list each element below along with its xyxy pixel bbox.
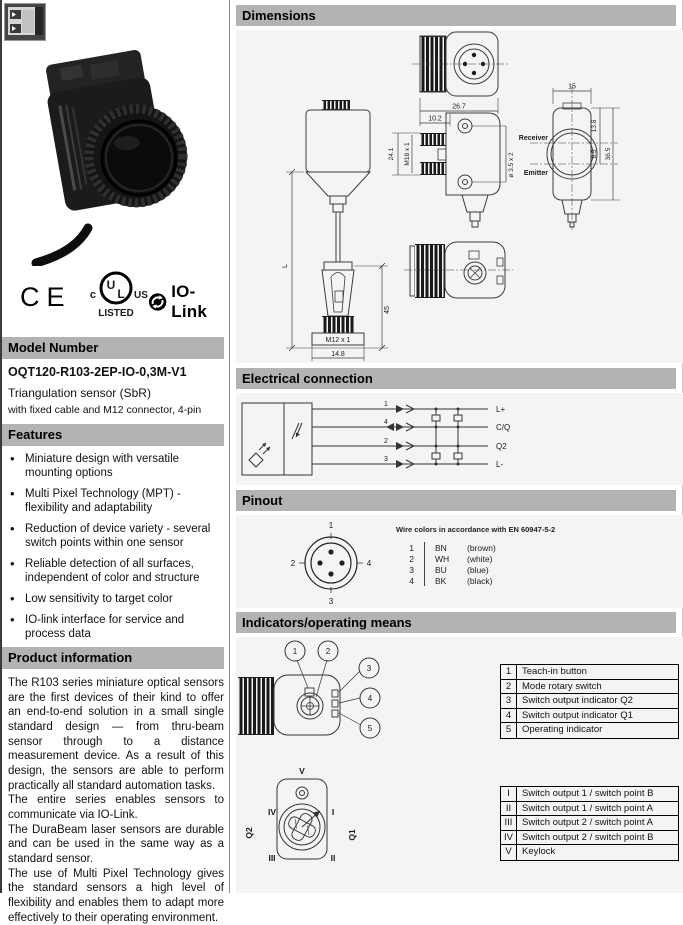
- dial-position-iv: IV: [267, 807, 277, 817]
- row-number: III: [501, 816, 517, 830]
- row-label: Mode rotary switch: [522, 680, 602, 692]
- signal-label: Q2: [496, 442, 507, 451]
- wire-pin: 1: [409, 542, 414, 553]
- row-label: Keylock: [522, 846, 556, 857]
- indicators-drawing: [236, 637, 496, 893]
- dim-depth: 26.7: [452, 103, 466, 111]
- wire-code: BU: [435, 564, 447, 575]
- feature-item: • Low sensitivity to target color: [8, 592, 222, 606]
- table-rule: [424, 564, 425, 575]
- product-info-paragraph: The R103 series miniature optical sensors are the first devices of their kind to offer an end-to-end solution in a small single standard design — from thru-beam sensor through to a distance measurement device. As a result of this design, the sensors are able to perform practically all standard automation tasks.: [8, 677, 224, 792]
- left-column: [2, 0, 229, 924]
- dial-position-v: V: [299, 766, 305, 776]
- model-variant: with fixed cable and M12 connector, 4-pin: [8, 404, 202, 416]
- wire-row: [402, 564, 496, 575]
- dial-position-iii: III: [268, 853, 276, 863]
- callout-2: 2: [325, 647, 331, 656]
- column-divider: [229, 0, 230, 893]
- table-rule: [424, 553, 425, 564]
- electrical-connection-panel: [236, 393, 683, 485]
- electrical-circuit-diagram: [236, 393, 683, 485]
- row-number: IV: [501, 831, 517, 845]
- ul-u: U: [106, 278, 116, 292]
- switch-positions-table: [500, 786, 679, 861]
- dim-cable-length: L: [282, 264, 289, 268]
- row-number: 4: [501, 709, 517, 723]
- row-label: Switch output 1 / switch point B: [522, 788, 654, 799]
- row-label: Switch output indicator Q1: [522, 709, 633, 721]
- ul-l: L: [117, 287, 125, 301]
- dimensions-header: Dimensions: [236, 5, 676, 26]
- callout-4: 4: [367, 694, 373, 703]
- row-label: Teach-in button: [522, 666, 587, 677]
- row-number: 5: [501, 723, 517, 738]
- pinout-header: Pinout: [236, 490, 676, 511]
- wire-pin: 4: [409, 575, 414, 586]
- indicators-header: Indicators/operating means: [236, 612, 676, 633]
- dim-receiver-offset: 13.6: [591, 119, 598, 133]
- table-row: [501, 723, 678, 738]
- table-rule: [424, 542, 425, 553]
- callout-5: 5: [367, 724, 373, 733]
- sensor-symbol: [249, 453, 263, 467]
- pinout-panel: [236, 515, 683, 608]
- signal-label: L+: [496, 405, 506, 414]
- pin-number: 2: [384, 438, 388, 445]
- row-label: Switch output 2 / switch point A: [522, 817, 653, 828]
- row-number: V: [501, 845, 517, 860]
- pin-number: 4: [384, 419, 388, 426]
- wire-row: [402, 553, 496, 564]
- wire-code: BK: [435, 575, 447, 586]
- wire-code: BN: [435, 542, 447, 553]
- callout-3: 3: [366, 664, 372, 673]
- connector-face-diagram: [236, 515, 386, 608]
- ul-listed: LISTED: [98, 308, 134, 319]
- dim-connector-thread: M12 x 1: [325, 337, 351, 344]
- rear-view-callout-drawing: [238, 641, 380, 738]
- product-photo: [8, 36, 222, 266]
- table-row: [501, 802, 678, 817]
- ul-us: US: [134, 290, 148, 301]
- drawing-top-view: [412, 32, 508, 126]
- pin-position-right: 4: [366, 559, 372, 568]
- model-type: Triangulation sensor (SbR): [8, 386, 151, 400]
- row-number: I: [501, 787, 517, 801]
- dim-height: 36.5: [605, 147, 612, 161]
- signal-label: L-: [496, 460, 504, 469]
- electrical-connection-header: Electrical connection: [236, 368, 676, 389]
- table-row: [501, 816, 678, 831]
- row-number: 1: [501, 665, 517, 679]
- dim-width: 15: [568, 83, 576, 91]
- row-number: II: [501, 802, 517, 816]
- wire-pin: 2: [409, 553, 414, 564]
- lens: [106, 125, 172, 191]
- pin-position-top: 1: [328, 521, 334, 530]
- pin-number: 1: [384, 401, 388, 408]
- wire-pin: 3: [409, 564, 414, 575]
- rotary-switch-drawing: [244, 766, 357, 863]
- product-info-paragraph: The entire series enables sensors to communicate via IO-Link.: [8, 794, 224, 821]
- wire-color: (white): [467, 553, 493, 564]
- wire-color: (black): [467, 575, 493, 586]
- callout-1: 1: [292, 647, 298, 656]
- dimension-drawing: [236, 30, 683, 363]
- drawing-cable-connector: [282, 100, 391, 361]
- row-number: 2: [501, 680, 517, 694]
- product-info-paragraph: The use of Multi Pixel Technology gives the standard sensors a high level of flexibility and enables them to adapt more effectively to their operating environment.: [8, 867, 224, 924]
- table-row: [501, 680, 678, 695]
- signal-label: C/Q: [496, 423, 511, 432]
- wire-color: (blue): [467, 564, 489, 575]
- dial-label-q1: Q1: [347, 829, 357, 841]
- dial-position-i: I: [331, 807, 335, 817]
- drawing-front-view: [519, 84, 620, 231]
- right-column: [236, 0, 683, 893]
- feature-item: • IO-link interface for service and process data: [8, 613, 222, 641]
- io-link-icon: [148, 292, 167, 312]
- ul-c: c: [89, 289, 96, 301]
- dim-connector-length: 45: [384, 306, 391, 314]
- dimensions-panel: [236, 30, 683, 363]
- feature-item: • Multi Pixel Technology (MPT) - flexibility and adaptability: [8, 487, 222, 515]
- product-information-text: [8, 676, 224, 925]
- table-row: [501, 694, 678, 709]
- pin-number: 3: [384, 456, 388, 463]
- product-information-header: Product information: [2, 647, 224, 669]
- wire-color-table: [402, 542, 496, 586]
- dim-optic-gap: 8.5: [591, 149, 598, 159]
- drawing-rear-view: [404, 242, 513, 298]
- dial-label-q2: Q2: [244, 827, 254, 839]
- dim-mounting-holes: ø 3.5 x 2: [508, 152, 515, 178]
- wire-colors-note: Wire colors in accordance with EN 60947-5-2: [396, 525, 556, 534]
- dial-position-ii: II: [330, 853, 336, 863]
- indicators-table: [500, 664, 679, 739]
- product-info-paragraph: The DuraBeam laser sensors are durable and can be used in the same way as a standard sensor.: [8, 823, 224, 865]
- label-receiver: Receiver: [518, 135, 548, 142]
- model-number-header: Model Number: [2, 337, 224, 359]
- label-emitter: Emitter: [523, 170, 548, 177]
- row-label: Switch output indicator Q2: [522, 695, 633, 706]
- features-header: Features: [2, 424, 224, 446]
- table-row: [501, 831, 678, 846]
- wire-row: [402, 575, 496, 586]
- table-row: [501, 665, 678, 680]
- feature-item: • Miniature design with versatile mounting options: [8, 452, 222, 480]
- wire-row: [402, 542, 496, 553]
- pin-position-bottom: 3: [328, 597, 334, 606]
- table-rule: [424, 575, 425, 586]
- feature-item: • Reliable detection of all surfaces, independent of color and structure: [8, 557, 222, 585]
- feature-item: • Reduction of device variety - several switch points within one sensor: [8, 522, 222, 550]
- row-label: Switch output 2 / switch point B: [522, 831, 654, 843]
- indicators-panel: [236, 637, 683, 893]
- dim-connector-width: 14.8: [331, 351, 345, 358]
- table-row: [501, 845, 678, 860]
- model-number: OQT120-R103-2EP-IO-0,3M-V1: [8, 365, 187, 379]
- cable: [36, 228, 88, 263]
- row-label: Operating indicator: [522, 724, 603, 735]
- drawing-side-view-studs: [388, 113, 515, 227]
- io-link-text: IO-Link: [171, 282, 207, 321]
- certification-logos: [2, 270, 229, 334]
- ce-mark-logo: CE: [20, 282, 72, 312]
- dim-thread: M18 x 1: [404, 142, 411, 166]
- features-list: [8, 452, 222, 648]
- table-row: [501, 787, 678, 802]
- dim-front-depth: 10.2: [428, 115, 442, 123]
- ul-listed-logo: [84, 270, 148, 325]
- table-row: [501, 709, 678, 724]
- dim-stud-span: 24.1: [388, 147, 395, 161]
- pin-position-left: 2: [290, 559, 296, 568]
- row-label: Switch output 1 / switch point A: [522, 802, 653, 814]
- row-number: 3: [501, 694, 517, 708]
- wire-color: (brown): [467, 542, 496, 553]
- wire-code: WH: [435, 553, 450, 564]
- io-link-logo: [148, 282, 229, 322]
